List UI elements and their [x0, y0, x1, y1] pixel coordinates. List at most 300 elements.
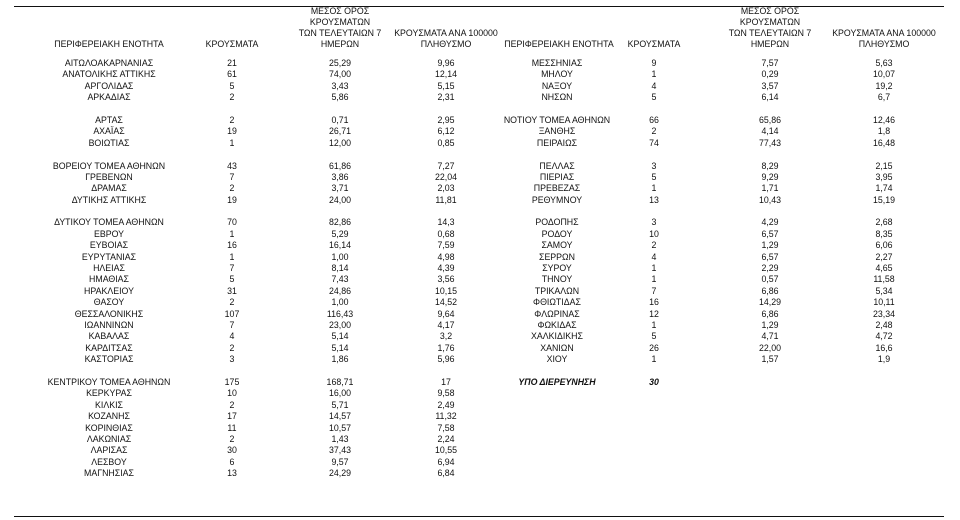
region-cell: ΓΡΕΒΕΝΩΝ: [85, 171, 133, 182]
header-region: ΠΕΡΙΦΕΡΕΙΑΚΗ ΕΝΟΤΗΤΑ: [54, 39, 164, 49]
region-cell: ΚΕΝΤΡΙΚΟΥ ΤΟΜΕΑ ΑΘΗΝΩΝ: [47, 376, 171, 387]
region-cell: ΦΩΚΙΔΑΣ: [537, 319, 577, 330]
avg-cell: 74,00: [328, 69, 351, 80]
per100k-cell: 12,46: [872, 114, 895, 125]
avg-cell: 16,14: [328, 240, 351, 251]
table-row: [486, 309, 944, 320]
table-row: [486, 138, 944, 149]
per100k-cell: 2,68: [875, 217, 893, 228]
cases-cell: 4: [651, 80, 657, 91]
cases-cell: 74: [649, 137, 659, 148]
table-row: [486, 331, 944, 342]
region-cell: ΝΑΞΟΥ: [541, 80, 573, 91]
region-cell: ΡΕΘΥΜΝΟΥ: [531, 194, 583, 205]
per100k-cell: 14,52: [434, 297, 457, 308]
per100k-cell: 2,49: [437, 399, 455, 410]
cases-cell: 26: [649, 342, 659, 353]
per100k-cell: 2,15: [875, 160, 893, 171]
per100k-cell: 6,7: [877, 92, 891, 103]
header-region: ΠΕΡΙΦΕΡΕΙΑΚΗ ΕΝΟΤΗΤΑ: [504, 39, 614, 49]
cases-cell: 107: [224, 308, 240, 319]
table-row: [486, 343, 944, 354]
cases-cell: 17: [227, 411, 237, 422]
avg-cell: 7,57: [761, 58, 779, 68]
cases-cell: 5: [651, 171, 657, 182]
per100k-cell: 1,9: [877, 354, 891, 365]
per100k-cell: 0,85: [437, 137, 455, 148]
region-cell: ΗΛΕΙΑΣ: [93, 263, 125, 274]
cases-cell: 66: [649, 114, 659, 125]
table-row: [486, 183, 944, 194]
per100k-cell: 1,76: [437, 342, 455, 353]
table-row: [486, 92, 944, 103]
header-avg-line-1: ΜΕΣΟΣ ΟΡΟΣ ΚΡΟΥΣΜΑΤΩΝ: [739, 6, 801, 27]
table-row: [14, 309, 484, 320]
cases-cell: 16: [227, 240, 237, 251]
cases-cell: 2: [229, 92, 235, 103]
region-cell: ΝΗΣΩΝ: [541, 92, 573, 103]
avg-cell: 1,29: [761, 240, 779, 251]
region-cell: ΜΗΛΟΥ: [541, 69, 573, 80]
table-row: [14, 161, 484, 172]
header-per100k-line-2: ΠΛΗΘΥΣΜΟ: [420, 39, 472, 49]
per100k-cell: 15,19: [872, 194, 895, 205]
table-row: [14, 274, 484, 285]
cases-table: [14, 0, 944, 520]
avg-cell: 3,57: [761, 80, 779, 91]
table-row: [486, 252, 944, 263]
per100k-cell: 12,14: [434, 69, 457, 80]
table-row: [14, 423, 484, 434]
per100k-cell: 2,03: [437, 183, 455, 194]
avg-cell: 6,86: [761, 285, 779, 296]
per100k-cell: 6,06: [875, 240, 893, 251]
per100k-cell: 11,32: [435, 411, 457, 422]
avg-cell: 14,29: [758, 297, 781, 308]
region-cell: ΦΘΙΩΤΙΔΑΣ: [533, 297, 581, 308]
table-row: [14, 297, 484, 308]
table-row: [14, 252, 484, 263]
region-cell: ΒΟΡΕΙΟΥ ΤΟΜΕΑ ΑΘΗΝΩΝ: [52, 160, 166, 171]
region-cell: ΚΑΒΑΛΑΣ: [88, 331, 130, 342]
region-cell: ΒΟΙΩΤΙΑΣ: [88, 137, 130, 148]
per100k-cell: 5,15: [437, 80, 455, 91]
region-cell: ΝΟΤΙΟΥ ΤΟΜΕΑ ΑΘΗΝΩΝ: [503, 114, 611, 125]
table-row: [14, 434, 484, 445]
region-cell: ΜΕΣΣΗΝΙΑΣ: [531, 58, 583, 68]
avg-cell: 1,57: [761, 354, 779, 365]
per100k-cell: 4,98: [437, 251, 455, 262]
cases-cell: 3: [651, 217, 657, 228]
region-cell: ΚΑΣΤΟΡΙΑΣ: [84, 354, 134, 365]
cases-cell: 10: [649, 228, 659, 239]
region-cell: ΕΥΡΥΤΑΝΙΑΣ: [81, 251, 137, 262]
per100k-cell: 4,65: [875, 263, 893, 274]
per100k-cell: 5,96: [437, 354, 455, 365]
region-cell: ΜΑΓΝΗΣΙΑΣ: [84, 468, 134, 479]
table-row: [14, 445, 484, 456]
avg-cell: 0,29: [761, 69, 779, 80]
table-row: [14, 240, 484, 251]
cases-cell: 10: [227, 388, 237, 399]
avg-cell: 16,00: [328, 388, 351, 399]
region-cell: ΛΑΚΩΝΙΑΣ: [86, 433, 132, 444]
per100k-cell: 3,2: [439, 331, 453, 342]
table-row: [14, 457, 484, 468]
table-row: [486, 195, 944, 206]
per100k-cell: 1,8: [877, 126, 891, 137]
per100k-cell: 16,48: [872, 137, 895, 148]
avg-cell: 1,43: [331, 433, 349, 444]
region-cell: ΑΝΑΤΟΛΙΚΗΣ ΑΤΤΙΚΗΣ: [62, 69, 156, 80]
region-cell: ΣΕΡΡΩΝ: [539, 251, 575, 262]
region-cell: ΘΕΣΣΑΛΟΝΙΚΗΣ: [74, 308, 144, 319]
cases-cell: 7: [229, 171, 235, 182]
region-cell: ΣΥΡΟΥ: [542, 263, 572, 274]
table-row: [14, 115, 484, 126]
header-per100k-line-1: ΚΡΟΥΣΜΑΤΑ ΑΝΑ 100000: [832, 28, 936, 38]
per100k-cell: 2,31: [437, 92, 455, 103]
cases-cell: 1: [651, 183, 657, 194]
table-row: [14, 354, 484, 365]
table-row: [486, 297, 944, 308]
table-row: [486, 172, 944, 183]
cases-cell: 2: [229, 297, 235, 308]
region-cell: ΤΗΝΟΥ: [541, 274, 573, 285]
cases-cell: 6: [229, 456, 235, 467]
per100k-cell: 10,55: [434, 445, 457, 456]
table-row: [486, 274, 944, 285]
region-cell: ΧΑΝΙΩΝ: [540, 342, 574, 353]
region-cell: ΛΑΡΙΣΑΣ: [90, 445, 128, 456]
table-row: [14, 468, 484, 479]
avg-cell: 1,71: [761, 183, 779, 194]
header-avg: [712, 6, 828, 50]
cases-cell: 19: [227, 194, 237, 205]
avg-cell: 3,71: [331, 183, 349, 194]
per100k-cell: 2,95: [437, 114, 455, 125]
region-cell: ΚΙΛΚΙΣ: [95, 399, 123, 410]
per100k-cell: 4,39: [437, 263, 455, 274]
avg-cell: 22,00: [758, 342, 781, 353]
region-cell: ΣΑΜΟΥ: [541, 240, 573, 251]
per100k-cell: 22,04: [434, 171, 457, 182]
avg-cell: 6,14: [761, 92, 779, 103]
header-per100k-line-2: ΠΛΗΘΥΣΜΟ: [858, 39, 910, 49]
region-cell: ΡΟΔΟΥ: [541, 228, 573, 239]
region-cell: ΤΡΙΚΑΛΩΝ: [534, 285, 580, 296]
avg-cell: 1,00: [331, 297, 349, 308]
table-spacer-row: [14, 206, 484, 217]
table-row: [14, 172, 484, 183]
cases-cell: 4: [651, 251, 657, 262]
table-row: [14, 388, 484, 399]
region-cell: ΠΕΛΛΑΣ: [539, 160, 575, 171]
cases-cell: 5: [229, 274, 235, 285]
avg-cell: 7,43: [331, 274, 349, 285]
table-row: [14, 377, 484, 388]
avg-cell: 26,71: [328, 126, 351, 137]
per100k-cell: 6,12: [437, 126, 455, 137]
per100k-cell: 8,35: [875, 228, 893, 239]
table-body-left: [14, 58, 484, 479]
table-spacer-row: [14, 366, 484, 377]
avg-cell: 0,57: [761, 274, 779, 285]
cases-cell: 13: [227, 468, 237, 479]
table-row: [14, 81, 484, 92]
cases-cell: 2: [229, 342, 235, 353]
per100k-cell: 6,94: [437, 456, 455, 467]
avg-cell: 5,14: [331, 342, 349, 353]
region-cell: ΚΑΡΔΙΤΣΑΣ: [85, 342, 133, 353]
avg-cell: 24,86: [328, 285, 351, 296]
avg-cell: 3,43: [331, 80, 349, 91]
per100k-cell: 11,58: [873, 274, 895, 285]
cases-cell: 1: [651, 69, 657, 80]
cases-cell: 5: [651, 331, 657, 342]
cases-cell: 30: [227, 445, 237, 456]
cases-cell: 7: [651, 285, 657, 296]
header-avg-line-3: ΗΜΕΡΩΝ: [750, 39, 790, 49]
table-spacer-row: [14, 149, 484, 160]
cases-cell: 43: [227, 160, 237, 171]
cases-cell: 3: [229, 354, 235, 365]
cases-cell: 5: [229, 80, 235, 91]
header-avg-line-2: ΤΩΝ ΤΕΛΕΥΤΑΙΩΝ 7: [728, 28, 812, 38]
cases-cell: 1: [229, 251, 235, 262]
table-row: [486, 69, 944, 80]
cases-cell: 16: [649, 297, 659, 308]
avg-cell: 116,43: [326, 308, 354, 319]
table-row: [14, 343, 484, 354]
per100k-cell: 1,74: [875, 183, 893, 194]
table-row: [486, 126, 944, 137]
avg-cell: 5,86: [331, 92, 349, 103]
per100k-cell: 9,58: [437, 388, 455, 399]
avg-cell: 168,71: [326, 376, 354, 387]
per100k-cell: 5,63: [875, 58, 893, 68]
cases-cell: 30: [649, 376, 659, 387]
region-cell: ΗΜΑΘΙΑΣ: [89, 274, 129, 285]
table-row: [14, 229, 484, 240]
header-avg-line-3: ΗΜΕΡΩΝ: [320, 39, 360, 49]
region-cell: ΕΒΡΟΥ: [93, 228, 125, 239]
table-row: [14, 183, 484, 194]
table-row: [486, 263, 944, 274]
avg-cell: 6,86: [761, 308, 779, 319]
region-cell: ΕΥΒΟΙΑΣ: [89, 240, 129, 251]
table-row: [486, 377, 944, 388]
per100k-cell: 16,6: [875, 342, 893, 353]
table-row: [486, 58, 944, 69]
table-spacer-row: [486, 366, 944, 377]
per100k-cell: 10,11: [873, 297, 895, 308]
region-cell: ΚΟΡΙΝΘΙΑΣ: [85, 422, 133, 433]
avg-cell: 14,57: [328, 411, 351, 422]
region-cell: ΑΡΚΑΔΙΑΣ: [87, 92, 131, 103]
table-row: [14, 320, 484, 331]
cases-cell: 2: [229, 399, 235, 410]
region-cell: ΘΑΣΟΥ: [93, 297, 125, 308]
cases-cell: 1: [229, 137, 235, 148]
avg-cell: 0,71: [331, 114, 349, 125]
table-header-right: [486, 6, 944, 50]
per100k-cell: 11,81: [435, 194, 457, 205]
avg-cell: 24,00: [328, 194, 351, 205]
header-avg-line-2: ΤΩΝ ΤΕΛΕΥΤΑΙΩΝ 7: [298, 28, 382, 38]
region-cell: ΦΛΩΡΙΝΑΣ: [534, 308, 580, 319]
table-row: [486, 217, 944, 228]
table-row: [14, 411, 484, 422]
cases-cell: 3: [651, 160, 657, 171]
table-spacer-row: [14, 104, 484, 115]
cases-cell: 11: [227, 422, 237, 433]
table-row: [486, 161, 944, 172]
region-cell: ΠΡΕΒΕΖΑΣ: [533, 183, 581, 194]
avg-cell: 25,29: [328, 58, 351, 68]
per100k-cell: 23,34: [872, 308, 895, 319]
avg-cell: 4,14: [761, 126, 779, 137]
region-cell: ΞΑΝΘΗΣ: [538, 126, 576, 137]
table-row: [486, 229, 944, 240]
per100k-cell: 2,48: [875, 319, 893, 330]
cases-cell: 2: [229, 433, 235, 444]
cases-cell: 2: [229, 183, 235, 194]
region-cell: ΑΡΤΑΣ: [95, 114, 123, 125]
cases-cell: 9: [651, 58, 657, 68]
table-row: [486, 115, 944, 126]
per100k-cell: 10,15: [434, 285, 457, 296]
per100k-cell: 14,3: [437, 217, 455, 228]
cases-cell: 13: [649, 194, 659, 205]
cases-cell: 1: [651, 354, 657, 365]
table-row: [14, 195, 484, 206]
per100k-cell: 19,2: [875, 80, 893, 91]
table-row: [14, 58, 484, 69]
per100k-cell: 4,17: [437, 319, 455, 330]
table-row: [486, 354, 944, 365]
avg-cell: 5,14: [331, 331, 349, 342]
per100k-cell: 4,72: [875, 331, 893, 342]
cases-cell: 1: [651, 263, 657, 274]
region-cell: ΠΙΕΡΙΑΣ: [539, 171, 575, 182]
per100k-cell: 3,56: [437, 274, 455, 285]
table-spacer-row: [486, 149, 944, 160]
cases-cell: 7: [229, 319, 235, 330]
cases-cell: 1: [651, 319, 657, 330]
region-cell: ΧΑΛΚΙΔΙΚΗΣ: [531, 331, 583, 342]
region-cell: ΥΠΟ ΔΙΕΡΕΥΝΗΣΗ: [518, 376, 596, 387]
table-row: [486, 320, 944, 331]
table-row: [14, 331, 484, 342]
per100k-cell: 7,58: [437, 422, 455, 433]
avg-cell: 23,00: [328, 319, 351, 330]
table-row: [14, 263, 484, 274]
region-cell: ΚΟΖΑΝΗΣ: [88, 411, 130, 422]
table-row: [14, 400, 484, 411]
table-row: [14, 286, 484, 297]
table-body-right: [486, 58, 944, 388]
table-row: [14, 138, 484, 149]
avg-cell: 37,43: [328, 445, 351, 456]
avg-cell: 65,86: [758, 114, 781, 125]
avg-cell: 1,86: [331, 354, 349, 365]
cases-cell: 31: [227, 285, 237, 296]
table-spacer-row: [486, 206, 944, 217]
per100k-cell: 7,59: [437, 240, 455, 251]
avg-cell: 10,43: [758, 194, 781, 205]
avg-cell: 2,29: [761, 263, 779, 274]
avg-cell: 5,71: [331, 399, 349, 410]
cases-cell: 2: [651, 126, 657, 137]
cases-cell: 5: [651, 92, 657, 103]
per100k-cell: 3,95: [875, 171, 893, 182]
header-cases: ΚΡΟΥΣΜΑΤΑ: [627, 39, 681, 49]
per100k-cell: 2,24: [437, 433, 455, 444]
avg-cell: 5,29: [331, 228, 349, 239]
table-row: [486, 286, 944, 297]
avg-cell: 12,00: [328, 137, 351, 148]
avg-cell: 82,86: [328, 217, 351, 228]
avg-cell: 8,14: [331, 263, 349, 274]
region-cell: ΔΡΑΜΑΣ: [91, 183, 127, 194]
per100k-cell: 2,27: [875, 251, 893, 262]
avg-cell: 4,29: [761, 217, 779, 228]
avg-cell: 9,29: [761, 171, 779, 182]
table-row: [486, 81, 944, 92]
avg-cell: 9,57: [331, 456, 349, 467]
table-row: [486, 240, 944, 251]
table-row: [14, 217, 484, 228]
table-header-left: [14, 6, 498, 50]
table-spacer-row: [486, 104, 944, 115]
cases-cell: 61: [227, 69, 237, 80]
avg-cell: 6,57: [761, 228, 779, 239]
region-cell: ΠΕΙΡΑΙΩΣ: [536, 137, 578, 148]
avg-cell: 77,43: [758, 137, 781, 148]
region-cell: ΔΥΤΙΚΟΥ ΤΟΜΕΑ ΑΘΗΝΩΝ: [54, 217, 164, 228]
header-avg-line-1: ΜΕΣΟΣ ΟΡΟΣ ΚΡΟΥΣΜΑΤΩΝ: [309, 6, 371, 27]
region-cell: ΡΟΔΟΠΗΣ: [535, 217, 579, 228]
header-cases: ΚΡΟΥΣΜΑΤΑ: [205, 39, 259, 49]
per100k-cell: 10,07: [872, 69, 895, 80]
cases-cell: 7: [229, 263, 235, 274]
cases-cell: 12: [649, 308, 659, 319]
region-cell: ΑΡΓΟΛΙΔΑΣ: [84, 80, 134, 91]
region-cell: ΗΡΑΚΛΕΙΟΥ: [84, 285, 134, 296]
cases-cell: 2: [229, 114, 235, 125]
per100k-cell: 0,68: [437, 228, 455, 239]
per100k-cell: 6,84: [437, 468, 455, 479]
table-row: [14, 69, 484, 80]
per100k-cell: 5,34: [875, 285, 893, 296]
per100k-cell: 9,96: [437, 58, 455, 68]
avg-cell: 1,00: [331, 251, 349, 262]
region-cell: ΑΙΤΩΛΟΑΚΑΡΝΑΝΙΑΣ: [64, 58, 154, 68]
region-cell: ΑΧΑΪΑΣ: [93, 126, 125, 137]
cases-cell: 175: [224, 376, 240, 387]
avg-cell: 3,86: [331, 171, 349, 182]
avg-cell: 10,57: [328, 422, 351, 433]
cases-cell: 1: [651, 274, 657, 285]
region-cell: ΛΕΣΒΟΥ: [91, 456, 127, 467]
cases-cell: 21: [227, 58, 237, 68]
table-bottom-rule: [14, 516, 944, 517]
cases-cell: 1: [229, 228, 235, 239]
avg-cell: 4,71: [761, 331, 779, 342]
region-cell: ΔΥΤΙΚΗΣ ΑΤΤΙΚΗΣ: [71, 194, 147, 205]
avg-cell: 24,29: [328, 468, 351, 479]
